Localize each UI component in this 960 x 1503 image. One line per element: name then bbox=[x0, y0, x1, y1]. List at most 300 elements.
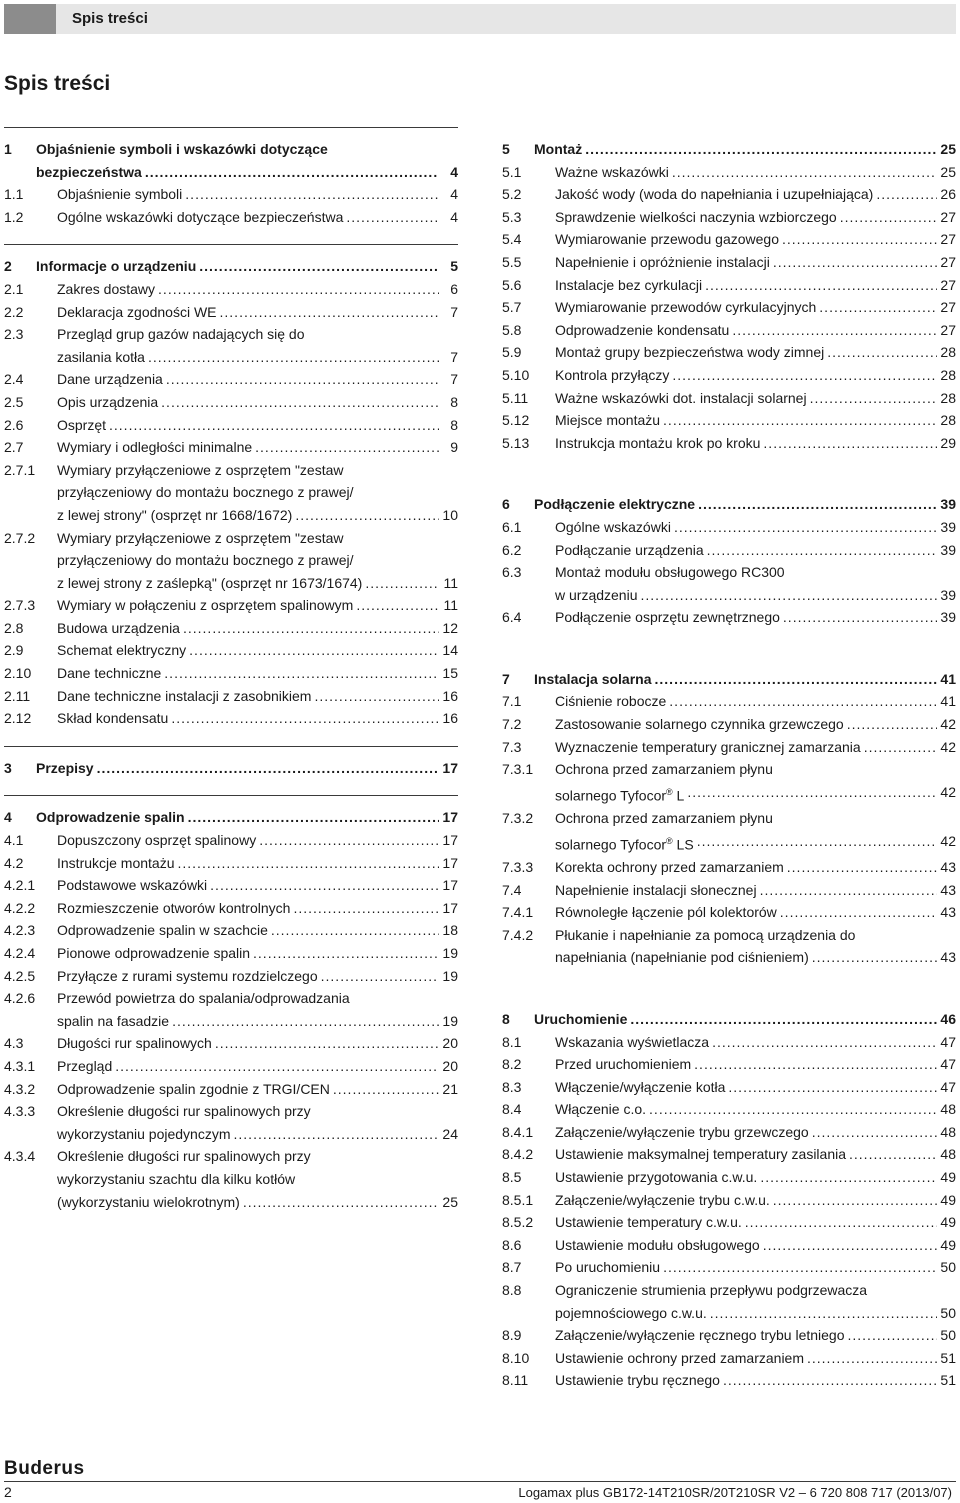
toc-entry-title: solarnego Tyfocor® L bbox=[555, 786, 685, 804]
toc-page-number: 20 bbox=[442, 1035, 458, 1052]
toc-leader-dots bbox=[732, 319, 937, 342]
toc-chapter-entry[interactable] bbox=[502, 493, 956, 516]
toc-page-number: 4 bbox=[450, 208, 458, 225]
toc-entry-number: 4.2.1 bbox=[4, 877, 36, 894]
toc-section bbox=[502, 657, 956, 969]
toc-entry-title: spalin na fasadzie bbox=[57, 1012, 170, 1029]
toc-entry[interactable] bbox=[4, 1145, 458, 1213]
toc-page-number: 27 bbox=[940, 276, 956, 293]
toc-entry[interactable] bbox=[502, 1098, 956, 1121]
toc-entry-number: 8.10 bbox=[502, 1349, 530, 1366]
toc-entry[interactable] bbox=[4, 278, 458, 301]
toc-entry-title: Deklaracja zgodności WE bbox=[57, 303, 217, 320]
toc-entry-title: Przegląd bbox=[57, 1057, 113, 1074]
toc-page-number: 39 bbox=[940, 586, 956, 603]
buderus-logo: Buderus bbox=[4, 1458, 85, 1479]
toc-entry-title: Jakość wody (woda do napełniania i uzupełniająca) bbox=[555, 186, 874, 203]
toc-entry[interactable] bbox=[502, 1166, 956, 1189]
toc-entry[interactable] bbox=[502, 924, 956, 969]
toc-page-number: 50 bbox=[940, 1304, 956, 1321]
toc-leader-dots bbox=[663, 1256, 937, 1279]
toc-entry[interactable] bbox=[502, 1143, 956, 1166]
toc-entry-title: Wymiarowanie przewodu gazowego bbox=[555, 231, 779, 248]
toc-entry[interactable] bbox=[4, 206, 458, 229]
toc-entry-title: Montaż bbox=[534, 141, 583, 157]
toc-entry-title: Kontrola przyłączy bbox=[555, 366, 670, 383]
toc-entry-number: 8.5.1 bbox=[502, 1191, 534, 1208]
toc-entry[interactable] bbox=[4, 897, 458, 920]
toc-entry-title: Ważne wskazówki dot. instalacji solarnej bbox=[555, 389, 807, 406]
toc-entry[interactable] bbox=[502, 561, 956, 606]
toc-page-number: 25 bbox=[442, 1193, 458, 1210]
toc-entry-title: Zastosowanie solarnego czynnika grzewczego bbox=[555, 716, 844, 733]
toc-chapter-entry[interactable] bbox=[502, 138, 956, 161]
toc-entry-number: 5.13 bbox=[502, 434, 530, 451]
toc-entry-title: Podłączanie urządzenia bbox=[555, 541, 704, 558]
toc-entry-number: 3 bbox=[4, 759, 12, 776]
toc-page-number: 25 bbox=[940, 141, 956, 157]
toc-entry-title: Napełnienie i opróżnienie instalacji bbox=[555, 253, 770, 270]
toc-leader-dots bbox=[780, 901, 937, 924]
toc-page-number: 39 bbox=[940, 496, 956, 513]
toc-entry[interactable] bbox=[502, 341, 956, 364]
toc-entry-title: (wykorzystaniu wielokrotnym) bbox=[57, 1193, 240, 1210]
toc-page-number: 7 bbox=[450, 371, 458, 388]
toc-chapter-entry[interactable] bbox=[4, 138, 458, 183]
toc-entry[interactable] bbox=[4, 1032, 458, 1055]
toc-page-number: 27 bbox=[940, 208, 956, 225]
toc-entry[interactable] bbox=[4, 323, 458, 368]
toc-page-number: 43 bbox=[940, 881, 956, 898]
toc-leader-dots bbox=[827, 341, 937, 364]
toc-page-number: 4 bbox=[450, 163, 458, 180]
toc-entry-number: 7 bbox=[502, 670, 510, 687]
toc-entry[interactable] bbox=[502, 807, 956, 856]
toc-entry[interactable] bbox=[4, 707, 458, 730]
toc-entry[interactable] bbox=[4, 459, 458, 527]
toc-entry[interactable] bbox=[4, 617, 458, 640]
toc-entry[interactable] bbox=[502, 713, 956, 736]
toc-entry-title: Ciśnienie robocze bbox=[555, 693, 667, 710]
toc-leader-dots bbox=[97, 757, 439, 780]
toc-entry-number: 4.2.3 bbox=[4, 922, 36, 939]
toc-leader-dots bbox=[773, 251, 937, 274]
toc-entry-title: Skład kondensatu bbox=[57, 710, 169, 727]
toc-entry-number: 5.6 bbox=[502, 276, 522, 293]
toc-entry[interactable] bbox=[4, 942, 458, 965]
toc-leader-dots bbox=[672, 364, 937, 387]
toc-entry-title: Objaśnienie symboli bbox=[57, 186, 183, 203]
toc-entry-title: Dane techniczne instalacji z zasobnikiem bbox=[57, 687, 312, 704]
toc-entry-number: 4.3.2 bbox=[4, 1080, 36, 1097]
toc-entry[interactable] bbox=[502, 1369, 956, 1392]
toc-page-number: 46 bbox=[940, 1010, 956, 1027]
toc-page-number: 48 bbox=[940, 1123, 956, 1140]
toc-leader-dots bbox=[705, 274, 937, 297]
toc-entry[interactable] bbox=[4, 527, 458, 595]
toc-entry[interactable] bbox=[502, 1324, 956, 1347]
toc-page-number: 27 bbox=[940, 253, 956, 270]
toc-entry[interactable] bbox=[502, 387, 956, 410]
toc-leader-dots bbox=[178, 852, 440, 875]
toc-entry-number: 2.7.2 bbox=[4, 529, 36, 546]
toc-entry[interactable] bbox=[502, 251, 956, 274]
toc-page-number: 27 bbox=[940, 231, 956, 248]
toc-leader-dots bbox=[295, 504, 439, 527]
toc-entry-number: 8.5.2 bbox=[502, 1214, 534, 1231]
toc-chapter-entry[interactable] bbox=[502, 1008, 956, 1031]
toc-leader-dots bbox=[669, 690, 937, 713]
toc-leader-dots bbox=[723, 1369, 937, 1392]
toc-entry[interactable] bbox=[502, 432, 956, 455]
toc-entry-number: 4.2.5 bbox=[4, 967, 36, 984]
toc-entry[interactable] bbox=[502, 736, 956, 759]
toc-entry-title: Uruchomienie bbox=[534, 1010, 628, 1027]
toc-page-number: 8 bbox=[450, 393, 458, 410]
toc-entry-title: z lewej strony" (osprzęt nr 1668/1672) bbox=[57, 506, 293, 523]
toc-entry-title: Włączenie/wyłączenie kotła bbox=[555, 1078, 726, 1095]
toc-entry-number: 8.7 bbox=[502, 1259, 522, 1276]
toc-page-number: 42 bbox=[940, 832, 956, 849]
toc-leader-dots bbox=[728, 1076, 937, 1099]
toc-entry[interactable] bbox=[4, 436, 458, 459]
toc-page-number: 49 bbox=[940, 1236, 956, 1253]
page-number: 2 bbox=[4, 1484, 12, 1500]
toc-entry[interactable] bbox=[502, 1189, 956, 1212]
toc-leader-dots bbox=[810, 387, 937, 410]
toc-page-number: 51 bbox=[940, 1349, 956, 1366]
toc-entry-title: Odprowadzenie kondensatu bbox=[555, 321, 730, 338]
toc-entry[interactable] bbox=[502, 228, 956, 251]
toc-entry[interactable] bbox=[502, 606, 956, 629]
toc-entry-title: Dopuszczony osprzęt spalinowy bbox=[57, 832, 257, 849]
toc-entry-number: 6.4 bbox=[502, 609, 522, 626]
toc-entry-title: Wyznaczenie temperatury granicznej zamarzania bbox=[555, 738, 861, 755]
toc-page-number: 17 bbox=[442, 877, 458, 894]
toc-entry[interactable] bbox=[4, 639, 458, 662]
toc-entry[interactable] bbox=[4, 301, 458, 324]
toc-leader-dots bbox=[243, 1191, 439, 1214]
toc-entry-title: Ograniczenie strumienia przepływu podgrzewacza bbox=[555, 1282, 868, 1299]
toc-entry-title: Ustawienie modułu obsługowego bbox=[555, 1236, 760, 1253]
toc-section bbox=[502, 482, 956, 629]
toc-entry-number: 5.12 bbox=[502, 412, 530, 429]
toc-entry[interactable] bbox=[4, 852, 458, 875]
toc-entry-title: Załączenie/wyłączenie trybu c.w.u. bbox=[555, 1191, 770, 1208]
header-marker bbox=[4, 4, 56, 34]
toc-entry-number: 7.3.1 bbox=[502, 761, 534, 778]
toc-leader-dots bbox=[166, 368, 439, 391]
toc-entry-number: 7.4.1 bbox=[502, 904, 534, 921]
toc-leader-dots bbox=[172, 1010, 439, 1033]
toc-leader-dots bbox=[321, 965, 439, 988]
toc-page-number: 5 bbox=[450, 258, 458, 275]
toc-leader-dots bbox=[255, 436, 439, 459]
toc-page-number: 19 bbox=[442, 945, 458, 961]
toc-entry[interactable] bbox=[502, 879, 956, 902]
toc-entry[interactable] bbox=[502, 274, 956, 297]
toc-entry-number: 2.6 bbox=[4, 416, 24, 433]
toc-entry-number: 5.11 bbox=[502, 389, 529, 406]
toc-entry-number: 7.4 bbox=[502, 881, 522, 898]
toc-leader-dots bbox=[145, 161, 439, 184]
toc-page-number: 43 bbox=[940, 949, 956, 966]
toc-entry-number: 8 bbox=[502, 1010, 510, 1027]
toc-leader-dots bbox=[672, 161, 937, 184]
toc-entry-title: Miejsce montażu bbox=[555, 412, 661, 429]
toc-entry[interactable] bbox=[502, 183, 956, 206]
toc-entry-title: Wymiary przyłączeniowe z osprzętem "zestaw bbox=[57, 529, 344, 546]
toc-entry-number: 7.2 bbox=[502, 716, 522, 733]
toc-page-number: 29 bbox=[940, 434, 956, 451]
toc-entry-number: 2.1 bbox=[4, 280, 24, 297]
toc-leader-dots bbox=[819, 296, 937, 319]
toc-entry-title: Informacje o urządzeniu bbox=[36, 258, 197, 275]
toc-leader-dots bbox=[876, 183, 937, 206]
toc-entry-number: 4.2.6 bbox=[4, 990, 36, 1007]
toc-page-number: 28 bbox=[940, 412, 956, 429]
toc-page-number: 49 bbox=[940, 1214, 956, 1231]
toc-entry[interactable] bbox=[4, 391, 458, 414]
toc-leader-dots bbox=[171, 707, 439, 730]
toc-entry-title: Dane urządzenia bbox=[57, 371, 163, 388]
toc-page-number: 27 bbox=[940, 299, 956, 316]
toc-chapter-entry[interactable] bbox=[4, 806, 458, 829]
toc-entry[interactable] bbox=[4, 965, 458, 988]
toc-leader-dots bbox=[215, 1032, 439, 1055]
toc-page-number: 24 bbox=[442, 1125, 458, 1142]
toc-entry-title: Pionowe odprowadzenie spalin bbox=[57, 945, 251, 961]
toc-entry-title: Wymiary przyłączeniowe z osprzętem "zestaw bbox=[57, 461, 344, 478]
toc-entry-number: 2.10 bbox=[4, 665, 32, 682]
toc-entry-title: Płukanie i napełnianie za pomocą urządzenia do bbox=[555, 926, 856, 943]
toc-chapter-entry[interactable] bbox=[4, 757, 458, 780]
toc-leader-dots bbox=[812, 1121, 937, 1144]
toc-section bbox=[502, 127, 956, 454]
toc-entry[interactable] bbox=[502, 296, 956, 319]
toc-entry-title: Dane techniczne bbox=[57, 665, 162, 682]
toc-entry[interactable] bbox=[4, 1100, 458, 1145]
toc-page-number: 17 bbox=[442, 832, 458, 849]
toc-page-number: 15 bbox=[442, 665, 458, 682]
toc-leader-dots bbox=[649, 1098, 937, 1121]
toc-leader-dots bbox=[365, 572, 439, 595]
toc-entry-title: Odprowadzenie spalin w szachcie bbox=[57, 922, 268, 939]
toc-entry[interactable] bbox=[502, 1279, 956, 1324]
toc-leader-dots bbox=[293, 897, 439, 920]
toc-page-number: 48 bbox=[940, 1146, 956, 1163]
toc-entry-number: 8.5 bbox=[502, 1169, 522, 1186]
toc-entry[interactable] bbox=[502, 319, 956, 342]
toc-page-number: 42 bbox=[940, 716, 956, 733]
toc-entry-title: Ustawienie ochrony przed zamarzaniem bbox=[555, 1349, 804, 1366]
toc-entry[interactable] bbox=[502, 856, 956, 879]
toc-page-number: 7 bbox=[450, 303, 458, 320]
toc-page-number: 27 bbox=[940, 321, 956, 338]
toc-entry[interactable] bbox=[502, 161, 956, 184]
toc-entry[interactable] bbox=[502, 1256, 956, 1279]
toc-page-number: 9 bbox=[450, 439, 458, 456]
toc-entry-title: Podstawowe wskazówki bbox=[57, 877, 208, 894]
toc-entry[interactable] bbox=[4, 874, 458, 897]
toc-leader-dots bbox=[210, 874, 439, 897]
toc-entry-title: Ustawienie maksymalnej temperatury zasilania bbox=[555, 1146, 847, 1163]
toc-entry-title: Korekta ochrony przed zamarzaniem bbox=[555, 858, 784, 875]
toc-entry-title: Zakres dostawy bbox=[57, 280, 156, 297]
toc-page-number: 16 bbox=[442, 710, 458, 727]
toc-entry-number: 5.8 bbox=[502, 321, 522, 338]
toc-entry[interactable] bbox=[502, 1031, 956, 1054]
toc-entry-number: 7.1 bbox=[502, 693, 522, 710]
toc-entry[interactable] bbox=[4, 829, 458, 852]
toc-entry-title: Ustawienie trybu ręcznego bbox=[555, 1372, 720, 1389]
toc-entry-title: Załączenie/wyłączenie ręcznego trybu letniego bbox=[555, 1327, 845, 1344]
toc-entry-title: Opis urządzenia bbox=[57, 393, 159, 410]
toc-leader-dots bbox=[697, 830, 937, 856]
toc-page-number: 43 bbox=[940, 904, 956, 921]
toc-entry[interactable] bbox=[502, 1347, 956, 1370]
toc-entry-title: Wymiarowanie przewodów cyrkulacyjnych bbox=[555, 299, 817, 316]
toc-section bbox=[4, 795, 458, 1213]
toc-entry[interactable] bbox=[502, 539, 956, 562]
toc-page-number: 7 bbox=[450, 348, 458, 365]
toc-entry-title: bezpieczeństwa bbox=[36, 163, 142, 180]
toc-section bbox=[502, 997, 956, 1392]
toc-entry[interactable] bbox=[502, 1211, 956, 1234]
toc-leader-dots bbox=[115, 1055, 439, 1078]
toc-page-number: 47 bbox=[940, 1056, 956, 1073]
toc-section bbox=[4, 244, 458, 729]
toc-entry[interactable] bbox=[4, 987, 458, 1032]
toc-leader-dots bbox=[641, 584, 938, 607]
toc-entry-title: Wskazania wyświetlacza bbox=[555, 1033, 710, 1050]
toc-entry-title: Podłączenie osprzętu zewnętrznego bbox=[555, 609, 780, 626]
toc-leader-dots bbox=[259, 829, 439, 852]
toc-entry[interactable] bbox=[4, 919, 458, 942]
toc-entry-number: 5.1 bbox=[502, 163, 522, 180]
toc-leader-dots bbox=[840, 206, 937, 229]
toc-entry-title: Podłączenie elektryczne bbox=[534, 496, 696, 513]
toc-entry-number: 4.3.3 bbox=[4, 1103, 36, 1120]
toc-page-number: 41 bbox=[940, 693, 956, 710]
toc-entry-number: 8.4.2 bbox=[502, 1146, 534, 1163]
toc-page-number: 47 bbox=[940, 1033, 956, 1050]
toc-leader-dots bbox=[763, 432, 937, 455]
toc-entry-number: 2 bbox=[4, 258, 12, 275]
toc-entry[interactable] bbox=[502, 364, 956, 387]
toc-entry[interactable] bbox=[4, 414, 458, 437]
toc-chapter-entry[interactable] bbox=[4, 255, 458, 278]
toc-entry-number: 2.11 bbox=[4, 687, 31, 704]
toc-entry[interactable] bbox=[4, 368, 458, 391]
toc-entry-number: 2.3 bbox=[4, 326, 24, 343]
toc-leader-dots bbox=[220, 301, 439, 324]
toc-right-column bbox=[502, 127, 956, 1420]
toc-leader-dots bbox=[158, 278, 439, 301]
toc-entry[interactable] bbox=[502, 758, 956, 807]
toc-leader-dots bbox=[712, 1031, 937, 1054]
toc-leader-dots bbox=[812, 946, 937, 969]
toc-page-number: 39 bbox=[940, 609, 956, 626]
toc-entry[interactable] bbox=[502, 1121, 956, 1144]
toc-entry-title: Napełnienie instalacji słonecznej bbox=[555, 881, 757, 898]
toc-entry[interactable] bbox=[502, 690, 956, 713]
toc-entry-title: napełniania (napełnianie pod ciśnieniem) bbox=[555, 949, 809, 966]
page-title: Spis treści bbox=[4, 72, 111, 95]
toc-entry-title: wykorzystaniu pojedynczym bbox=[57, 1125, 231, 1142]
toc-entry[interactable] bbox=[4, 662, 458, 685]
toc-leader-dots bbox=[663, 409, 937, 432]
toc-page-number: 51 bbox=[940, 1372, 956, 1389]
toc-entry-number: 8.9 bbox=[502, 1327, 522, 1344]
toc-entry-number: 6.3 bbox=[502, 564, 522, 581]
toc-entry[interactable] bbox=[502, 206, 956, 229]
toc-entry-number: 4.3.4 bbox=[4, 1148, 36, 1165]
toc-entry[interactable] bbox=[4, 183, 458, 206]
toc-entry-title: Ogólne wskazówki bbox=[555, 518, 671, 535]
toc-entry-number: 5.2 bbox=[502, 186, 522, 203]
toc-leader-dots bbox=[849, 1143, 937, 1166]
toc-entry-number: 8.11 bbox=[502, 1372, 529, 1389]
toc-entry[interactable] bbox=[4, 594, 458, 617]
toc-chapter-entry[interactable] bbox=[502, 668, 956, 691]
toc-entry-number: 8.4 bbox=[502, 1101, 522, 1118]
toc-page-number: 4 bbox=[450, 186, 458, 203]
toc-entry[interactable] bbox=[502, 516, 956, 539]
toc-leader-dots bbox=[694, 1053, 937, 1076]
toc-entry-title: Montaż modułu obsługowego RC300 bbox=[555, 564, 785, 581]
toc-entry[interactable] bbox=[502, 1076, 956, 1099]
toc-page-number: 42 bbox=[940, 783, 956, 800]
toc-entry[interactable] bbox=[4, 1055, 458, 1078]
toc-page-number: 17 bbox=[442, 854, 458, 871]
toc-leader-dots bbox=[763, 1234, 937, 1257]
toc-entry[interactable] bbox=[502, 901, 956, 924]
toc-entry[interactable] bbox=[4, 685, 458, 708]
toc-entry-number: 4.2.2 bbox=[4, 899, 36, 916]
toc-entry[interactable] bbox=[4, 1078, 458, 1101]
toc-leader-dots bbox=[234, 1123, 439, 1146]
toc-entry-title: Rozmieszczenie otworów kontrolnych bbox=[57, 899, 291, 916]
toc-entry-title: Określenie długości rur spalinowych przy bbox=[57, 1148, 311, 1165]
toc-entry[interactable] bbox=[502, 1234, 956, 1257]
toc-entry-number: 5 bbox=[502, 141, 510, 157]
toc-entry-number: 8.1 bbox=[502, 1033, 522, 1050]
toc-entry-number: 7.3.2 bbox=[502, 810, 534, 827]
toc-leader-dots bbox=[109, 414, 439, 437]
toc-leader-dots bbox=[253, 942, 439, 965]
toc-page-number: 8 bbox=[450, 416, 458, 433]
toc-entry-number: 5.7 bbox=[502, 299, 522, 316]
toc-page-number: 28 bbox=[940, 389, 956, 406]
toc-leader-dots bbox=[185, 183, 439, 206]
toc-entry-title: Przyłącze z rurami systemu rozdzielczego bbox=[57, 967, 318, 984]
toc-page-number: 49 bbox=[940, 1169, 956, 1186]
toc-leader-dots bbox=[687, 781, 937, 807]
toc-leader-dots bbox=[189, 639, 439, 662]
toc-entry[interactable] bbox=[502, 1053, 956, 1076]
toc-entry-number: 7.3 bbox=[502, 738, 522, 755]
toc-entry-number: 2.7.3 bbox=[4, 597, 36, 614]
toc-entry-number: 7.3.3 bbox=[502, 858, 534, 875]
toc-entry-title: Instalacja solarna bbox=[534, 670, 652, 687]
toc-entry-title: Równoległe łączenie pól kolektorów bbox=[555, 904, 777, 921]
toc-entry-number: 7.4.2 bbox=[502, 926, 534, 943]
toc-leader-dots bbox=[188, 806, 439, 829]
toc-entry-title: Budowa urządzenia bbox=[57, 619, 180, 636]
toc-entry-title: zasilania kotła bbox=[57, 348, 145, 365]
toc-entry[interactable] bbox=[502, 409, 956, 432]
